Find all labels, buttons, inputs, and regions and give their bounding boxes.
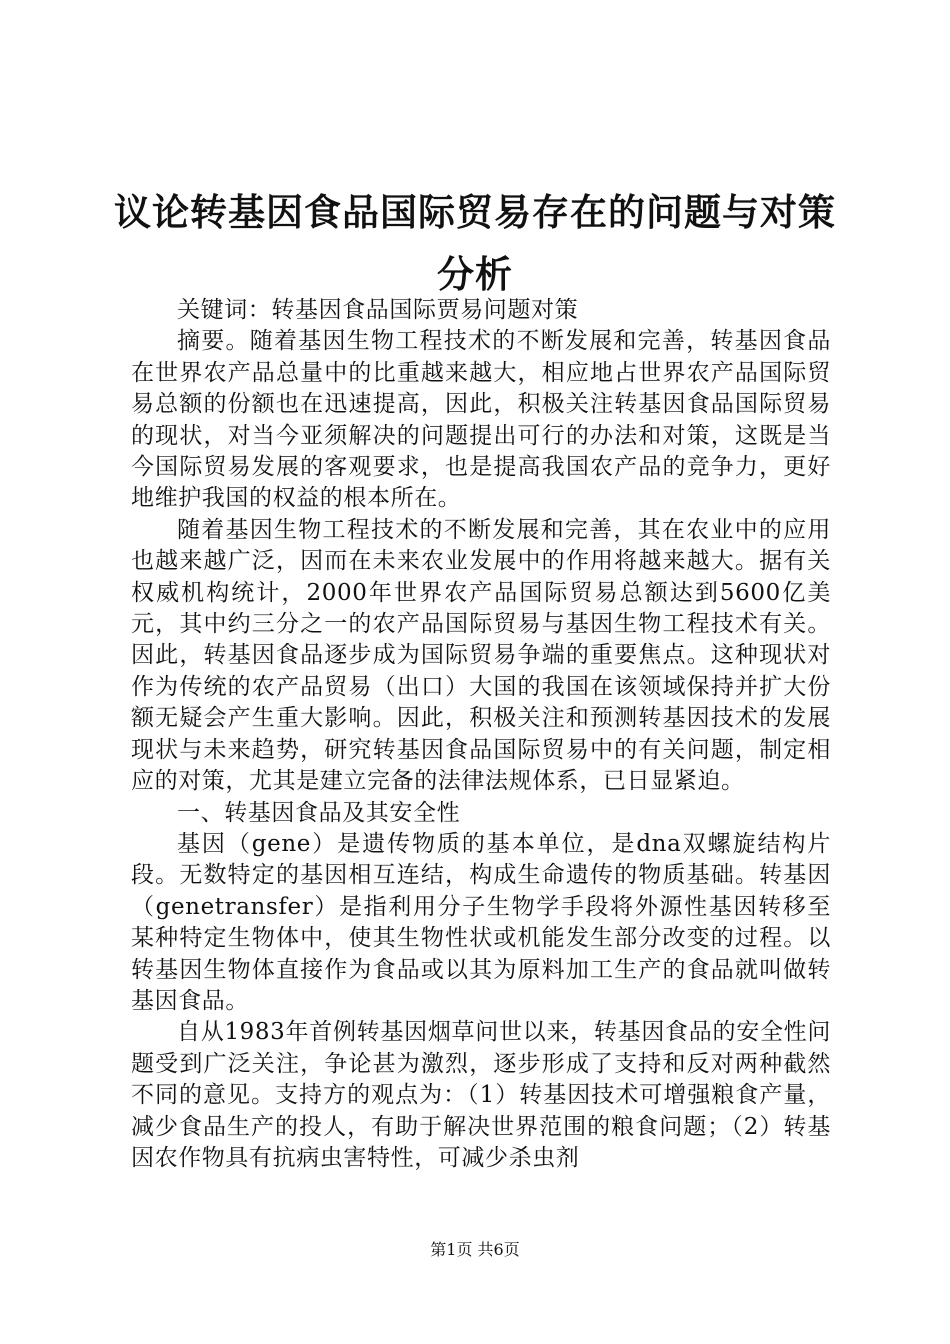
abstract-paragraph: 摘要。随着基因生物工程技术的不断发展和完善，转基因食品在世界农产品总量中的比重越来越大，相应地占世界农产品国际贸易总额的份额也在迅速提高，因此，积极关注转基因食品国际贸易的现状，对当今亚须解决的问题提出可行的办法和对策，这既是当今国际贸易发展的客观要求，也是提高我国农产品的竞争力，更好地维护我国的权益的根本所在。 [131, 328, 831, 512]
page-footer: 第1页 共6页 [430, 1240, 520, 1259]
gene-definition-paragraph: 基因（gene）是遗传物质的基本单位，是dna双螺旋结构片段。无数特定的基因相互连结，构成生命遗传的物质基础。转基因（genetransfer）是指利用分子生物学手段将外源性基因转移至某种特定生物体中，使其生物性状或机能发生部分改变的过程。以转基因生物体直接作为食品或以其为原料加工生产的食品就叫做转基因食品。 [131, 830, 831, 1014]
document-body [131, 295, 831, 1174]
intro-paragraph: 随着基因生物工程技术的不断发展和完善，其在农业中的应用也越来越广泛，因而在未来农业发展中的作用将越来越大。据有关权威机构统计，2000年世界农产品国际贸易总额达到5600亿美元，其中约三分之一的农产品国际贸易与基因生物工程技术有关。因此，转基因食品逐步成为国际贸易争端的重要焦点。这种现状对作为传统的农产品贸易（出口）大国的我国在该领域保持并扩大份额无疑会产生重大影响。因此，积极关注和预测转基因技术的发展现状与未来趋势，研究转基因食品国际贸易中的有关问题，制定相应的对策，尤其是建立完备的法律法规体系，已日显紧迫。 [131, 516, 831, 795]
safety-debate-paragraph: 自从1983年首例转基因烟草问世以来，转基因食品的安全性问题受到广泛关注，争论甚为激烈，逐步形成了支持和反对两种截然不同的意见。支持方的观点为：（1）转基因技术可增强粮食产量，减少食品生产的投人，有助于解决世界范围的粮食问题；（2）转基因农作物具有抗病虫害特性，可减少杀虫剂 [131, 1019, 831, 1171]
keywords-line: 关键词：转基因食品国际贾易问题对策 [177, 297, 579, 323]
section-heading: 一、转基因食品及其安全性 [177, 799, 461, 826]
document-title: 议论转基因食品国际贸易存在的问题与对策分析 [114, 191, 836, 296]
